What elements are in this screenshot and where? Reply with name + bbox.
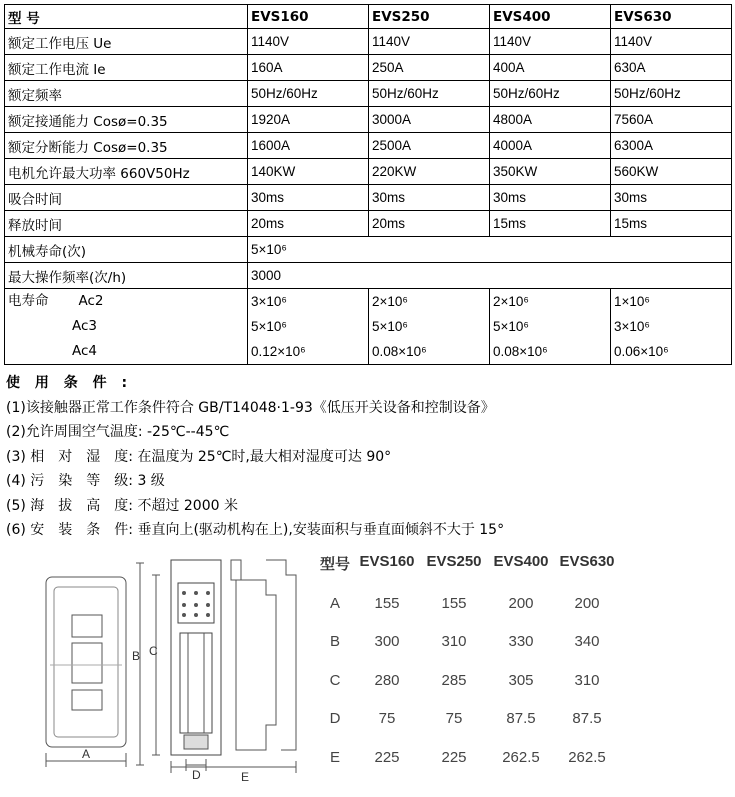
- cell: 5×10⁶: [251, 319, 287, 334]
- dim-cell: 330: [508, 633, 534, 650]
- row-label: 额定频率: [5, 81, 248, 107]
- cell: 0.12×10⁶: [251, 344, 306, 359]
- dim-label: B: [329, 633, 340, 650]
- dim-header: EVS630: [559, 553, 615, 570]
- condition-item: (1)该接触器正常工作条件符合 GB/T14048·1-93《低压开关设备和控制设备》: [6, 399, 495, 416]
- spec-row-frequency: [5, 81, 732, 107]
- dim-header: EVS250: [426, 553, 482, 570]
- spec-row-mech-life: [5, 237, 732, 263]
- cell: 5×10⁶: [248, 237, 732, 263]
- spec-row-making-capacity: [5, 107, 732, 133]
- row-label: 释放时间: [5, 211, 248, 237]
- spec-row-pickup-time: [5, 185, 732, 211]
- elec-life-col: [611, 289, 732, 365]
- cell: 1600A: [248, 133, 369, 159]
- cell: 350KW: [490, 159, 611, 185]
- dim-cell: 200: [508, 595, 534, 612]
- elec-life-col: [248, 289, 369, 365]
- row-label: 电机允许最大功率 660V50Hz: [5, 159, 248, 185]
- dim-cell: 305: [508, 672, 534, 689]
- cell: 220KW: [369, 159, 490, 185]
- dim-header-row: [319, 553, 622, 577]
- cell: 2×10⁶: [372, 294, 408, 309]
- cell: 250A: [369, 55, 490, 81]
- cell: 30ms: [248, 185, 369, 211]
- cell: 30ms: [490, 185, 611, 211]
- cell: 3×10⁶: [614, 319, 650, 334]
- cell: 2×10⁶: [493, 294, 529, 309]
- dim-label: A: [329, 595, 340, 612]
- cell: 0.06×10⁶: [614, 344, 669, 359]
- conditions-section: [6, 371, 731, 543]
- dim-row-d: [322, 710, 622, 734]
- dim-cell: 155: [374, 595, 400, 612]
- dimension-drawing: [36, 545, 321, 785]
- dim-row-a: [322, 595, 622, 619]
- condition-item: (4) 污 染 等 级: 3 级: [6, 473, 165, 489]
- dim-cell: 200: [574, 595, 600, 612]
- label-a: A: [82, 747, 91, 761]
- dim-label: E: [329, 749, 340, 766]
- cell: 50Hz/60Hz: [369, 81, 490, 107]
- spec-row-current: [5, 55, 732, 81]
- spec-header-model: 型 号: [5, 5, 248, 29]
- dim-header: EVS400: [493, 553, 549, 570]
- dim-cell: 262.5: [568, 749, 606, 766]
- cell: 3000A: [369, 107, 490, 133]
- cell: 630A: [611, 55, 732, 81]
- cell: 0.08×10⁶: [372, 344, 427, 359]
- elec-life-label-cell: [5, 289, 248, 365]
- cell: 3×10⁶: [251, 294, 287, 309]
- dim-cell: 87.5: [572, 710, 602, 727]
- cell: 50Hz/60Hz: [248, 81, 369, 107]
- label-c: C: [149, 644, 158, 658]
- dim-cell: 285: [441, 672, 467, 689]
- cell: 0.08×10⁶: [493, 344, 548, 359]
- dim-cell: 300: [374, 633, 400, 650]
- condition-item: (2)允许周围空气温度: -25℃--45℃: [6, 424, 230, 440]
- cell: 7560A: [611, 107, 732, 133]
- cell: 3000: [248, 263, 732, 289]
- dim-row-b: [322, 633, 622, 657]
- category-ac2: Ac2: [78, 293, 104, 309]
- label-e: E: [241, 770, 250, 784]
- row-label: 吸合时间: [5, 185, 248, 211]
- dim-header: EVS160: [359, 553, 415, 570]
- spec-row-breaking-capacity: [5, 133, 732, 159]
- category-ac3: Ac3: [72, 318, 98, 334]
- category-ac4: Ac4: [72, 343, 98, 359]
- dim-row-e: [322, 749, 622, 773]
- dim-cell: 310: [574, 672, 600, 689]
- spec-row-voltage: [5, 29, 732, 55]
- cell: 1×10⁶: [614, 294, 650, 309]
- elec-life-col: [369, 289, 490, 365]
- cell: 140KW: [248, 159, 369, 185]
- dim-cell: 225: [441, 749, 467, 766]
- spec-row-release-time: [5, 211, 732, 237]
- spec-header-row: [5, 5, 732, 29]
- condition-item: (5) 海 拔 高 度: 不超过 2000 米: [6, 497, 238, 514]
- cell: 1920A: [248, 107, 369, 133]
- cell: 560KW: [611, 159, 732, 185]
- cell: 20ms: [369, 211, 490, 237]
- row-label: 额定工作电压 Ue: [5, 29, 248, 55]
- elec-life-col: [490, 289, 611, 365]
- row-label: 额定分断能力 Cosø=0.35: [5, 133, 248, 159]
- spec-header-evs400: EVS400: [490, 5, 611, 29]
- spec-table: [4, 4, 732, 365]
- dim-label: D: [329, 710, 341, 727]
- label-d: D: [192, 768, 201, 782]
- cell: 50Hz/60Hz: [490, 81, 611, 107]
- cell: 1140V: [611, 29, 732, 55]
- cell: 1140V: [490, 29, 611, 55]
- cell: 15ms: [611, 211, 732, 237]
- spec-header-evs630: EVS630: [611, 5, 732, 29]
- cell: 1140V: [369, 29, 490, 55]
- cell: 20ms: [248, 211, 369, 237]
- dim-cell: 262.5: [502, 749, 540, 766]
- cell: 4000A: [490, 133, 611, 159]
- spec-row-elec-life: [5, 289, 732, 365]
- cell: 2500A: [369, 133, 490, 159]
- row-label: 最大操作频率(次/h): [5, 263, 248, 289]
- cell: 5×10⁶: [372, 319, 408, 334]
- dim-cell: 75: [378, 710, 396, 727]
- cell: 1140V: [248, 29, 369, 55]
- cell: 400A: [490, 55, 611, 81]
- spec-row-motor-power: [5, 159, 732, 185]
- dim-row-c: [322, 672, 622, 696]
- cell: 5×10⁶: [493, 319, 529, 334]
- cell: 15ms: [490, 211, 611, 237]
- dim-cell: 155: [441, 595, 467, 612]
- dim-cell: 310: [441, 633, 467, 650]
- dim-cell: 225: [374, 749, 400, 766]
- spec-header-evs160: EVS160: [248, 5, 369, 29]
- dim-cell: 87.5: [506, 710, 536, 727]
- conditions-title: 使 用 条 件 :: [6, 375, 133, 391]
- cell: 4800A: [490, 107, 611, 133]
- spec-row-max-freq: [5, 263, 732, 289]
- cell: 160A: [248, 55, 369, 81]
- condition-item: (6) 安 装 条 件: 垂直向上(驱动机构在上),安装面积与垂直面倾斜不大于 15°: [6, 522, 505, 538]
- dim-cell: 280: [374, 672, 400, 689]
- cell: 6300A: [611, 133, 732, 159]
- cell: 30ms: [611, 185, 732, 211]
- cell: 50Hz/60Hz: [611, 81, 732, 107]
- cell: 30ms: [369, 185, 490, 211]
- row-label: 机械寿命(次): [5, 237, 248, 263]
- dim-label: C: [329, 672, 341, 689]
- row-label: 额定工作电流 Ie: [5, 55, 248, 81]
- dim-cell: 75: [445, 710, 463, 727]
- row-label: 额定接通能力 Cosø=0.35: [5, 107, 248, 133]
- dim-cell: 340: [574, 633, 600, 650]
- elec-life-label: 电寿命: [8, 293, 49, 309]
- label-b: B: [132, 649, 141, 663]
- spec-header-evs250: EVS250: [369, 5, 490, 29]
- condition-item: (3) 相 对 湿 度: 在温度为 25℃时,最大相对湿度可达 90°: [6, 448, 392, 465]
- dim-header: 型号: [319, 556, 350, 573]
